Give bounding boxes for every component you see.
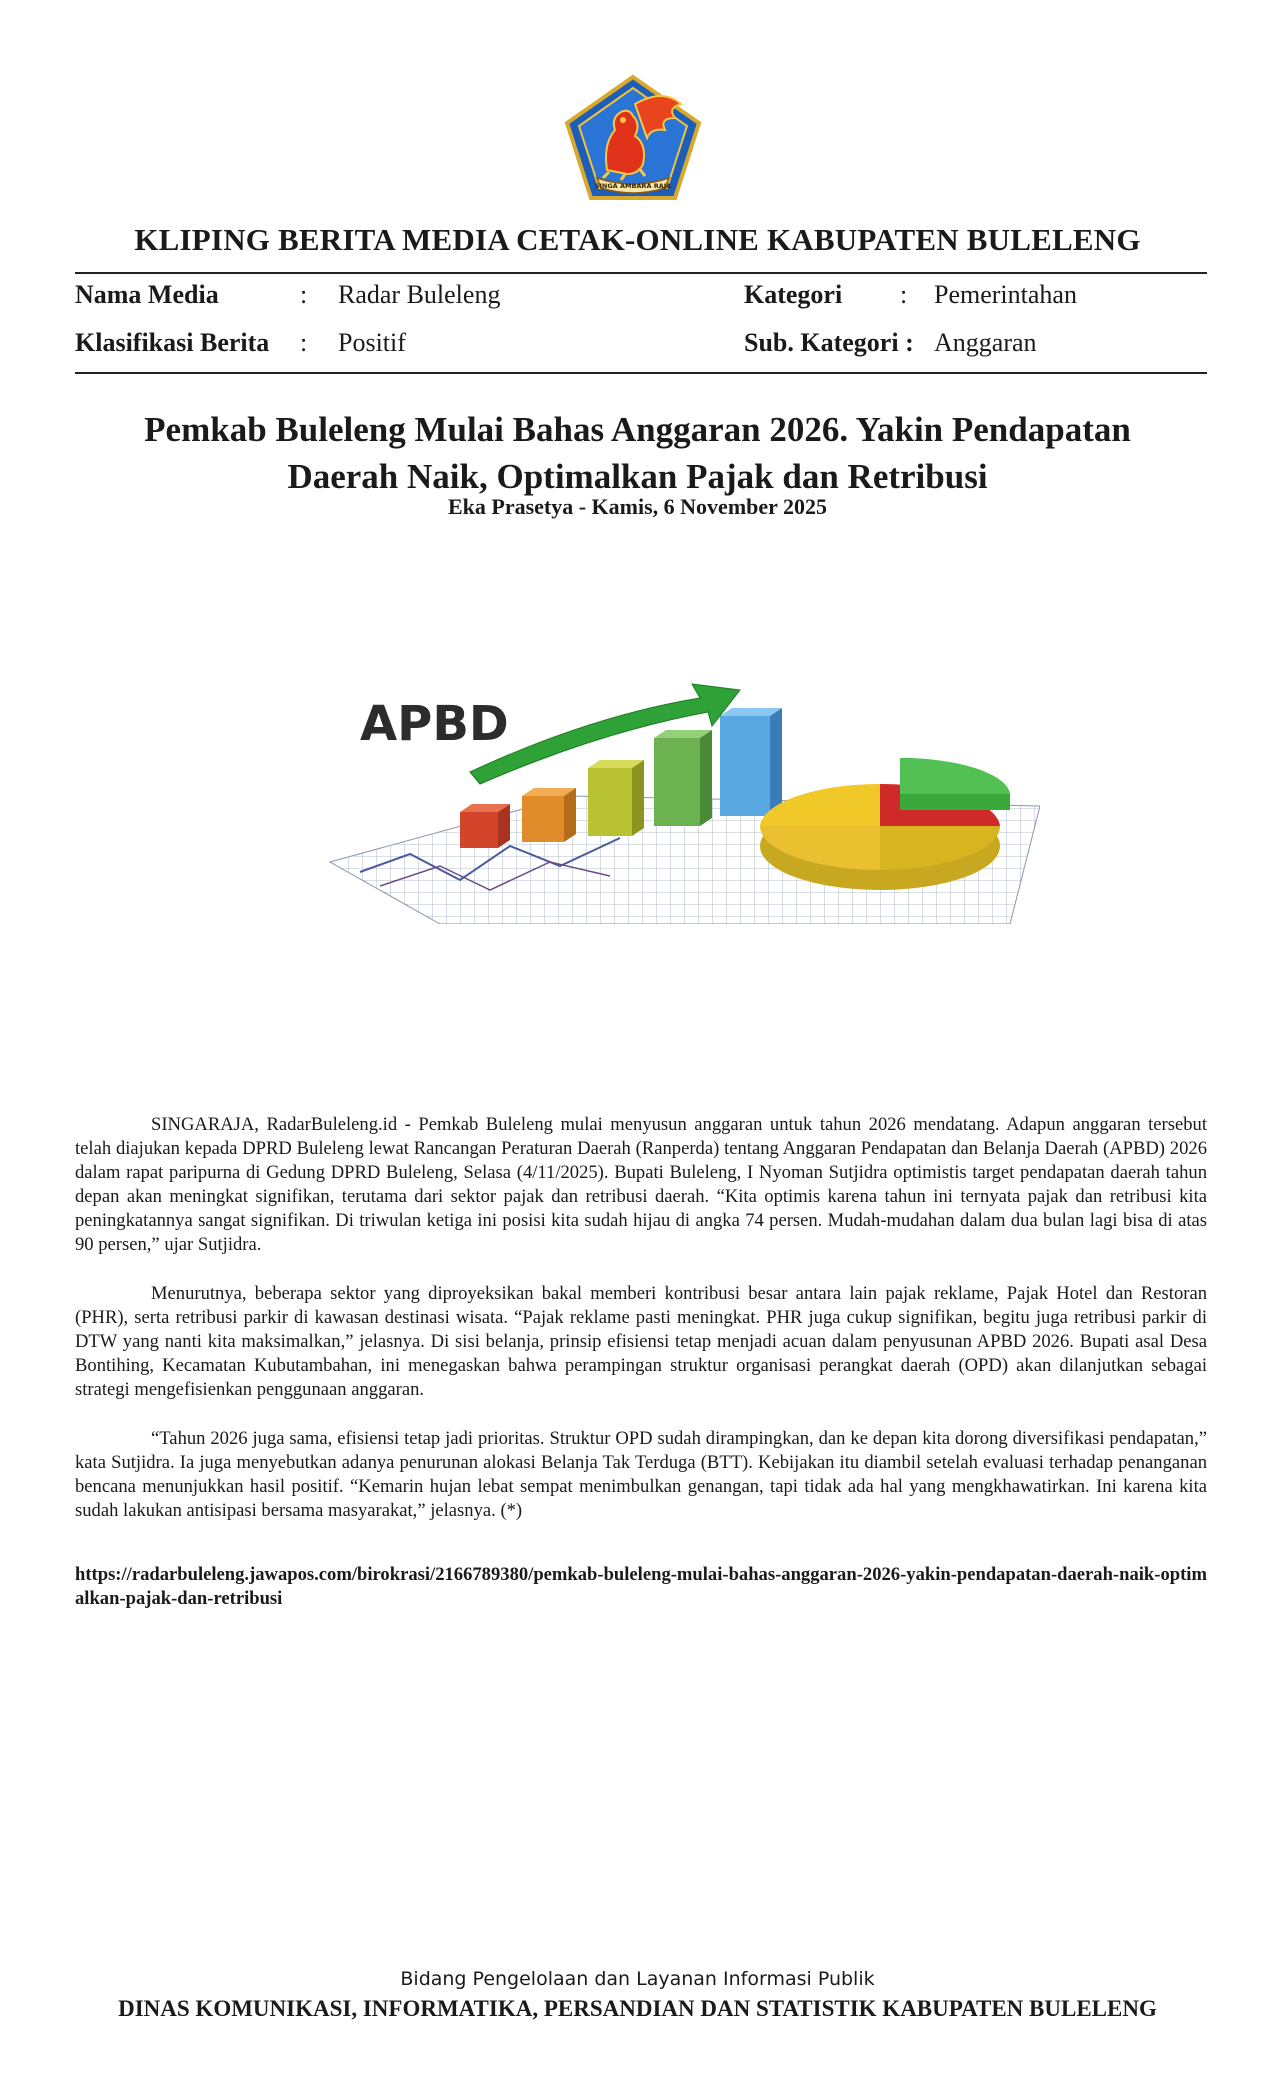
pie-chart: [760, 758, 1010, 890]
paragraph-3: “Tahun 2026 juga sama, efisiensi tetap jadi prioritas. Struktur OPD sudah dirampingkan, dan ke depan kita dorong diversifikasi pendapatan,” kata Sutjidra. Ia juga menyebutkan adanya penurunan alokasi Belanja Tak Terduga (BTT). Kebijakan itu diambil setelah evaluasi terhadap penanganan bencana menunjukkan hasil positif. “Kemarin hujan lebat sempat menimbulkan genangan, tapi tidak ada hal yang mengkhawatirkan. Ini karena kita sudah lakukan antisipasi bersama masyarakat,” jelasnya. (*): [75, 1428, 1207, 1521]
klasifikasi-value: Positif: [338, 328, 406, 357]
buleleng-logo: [563, 74, 703, 202]
nama-media-value: Radar Buleleng: [338, 280, 501, 309]
apbd-image-label: APBD: [360, 696, 509, 752]
paragraph-2: Menurutnya, beberapa sektor yang diproyeksikan bakal memberi kontribusi besar antara lain pajak reklame, Pajak Hotel dan Restoran (PHR), serta retribusi parkir di kawasan destinasi wisata. “Pajak reklame pasti meningkat. PHR juga cukup signifikan, begitu juga retribusi parkir di DTW yang nanti kita maksimalkan,” jelasnya. Di sisi belanja, prinsip efisiensi tetap menjadi acuan dalam penyusunan APBD 2026. Bupati asal Desa Bontihing, Kecamatan Kubutambahan, ini menegaskan bahwa perampingan struktur organisasi perangkat daerah (OPD) akan dilanjutkan sebagai strategi mengefisienkan penggunaan anggaran.: [75, 1283, 1207, 1400]
headline-line-1: Pemkab Buleleng Mulai Bahas Anggaran 2026. Yakin Pendapatan: [144, 410, 1131, 449]
header-rule-top: [75, 272, 1207, 274]
kategori-separator: :: [900, 280, 908, 309]
paragraph-1: SINGARAJA, RadarBuleleng.id - Pemkab Buleleng mulai menyusun anggaran untuk tahun 2026 mendatang. Adapun anggaran tersebut telah diajukan kepada DPRD Buleleng lewat Rancangan Peraturan Daerah (Ranperda) tentang Anggaran Pendapatan dan Belanja Daerah (APBD) 2026 dalam rapat paripurna di Gedung DPRD Buleleng, Selasa (4/11/2025). Bupati Buleleng, I Nyoman Sutjidra optimistis target pendapatan daerah tahun depan akan meningkat signifikan, terutama dari sektor pajak dan retribusi daerah. “Kita optimis karena tahun ini ternyata pajak dan retribusi kita peningkatannya sangat signifikan. Di triwulan ketiga ini posisi kita sudah hijau di angka 74 persen. Mudah-mudahan dalam dua bulan lagi bisa di atas 90 persen,” ujar Sutjidra.: [75, 1114, 1207, 1255]
bar-orange: [522, 788, 576, 842]
bar-yellow-green: [588, 760, 644, 836]
footer-agency: DINAS KOMUNIKASI, INFORMATIKA, PERSANDIAN DAN STATISTIK KABUPATEN BULELENG: [118, 1996, 1157, 2021]
nama-media-separator: :: [300, 280, 308, 309]
bar-red: [460, 804, 510, 848]
kategori-value: Pemerintahan: [934, 280, 1077, 309]
bar-green: [654, 730, 712, 826]
logo-banner-text: SINGA AMBARA RAJA: [594, 182, 672, 190]
apbd-illustration: [320, 676, 1040, 924]
headline-line-2: Daerah Naik, Optimalkan Pajak dan Retribusi: [287, 457, 988, 496]
article-body: [75, 1113, 1207, 1548]
klasifikasi-label: Klasifikasi Berita: [75, 328, 270, 357]
bar-blue: [720, 708, 782, 816]
klasifikasi-separator: :: [300, 328, 308, 357]
kategori-label: Kategori: [744, 280, 843, 309]
article-byline: Eka Prasetya - Kamis, 6 November 2025: [447, 494, 828, 519]
sub-kategori-value: Anggaran: [934, 328, 1037, 357]
sub-kategori-label: Sub. Kategori :: [744, 328, 914, 357]
article-headline: [60, 406, 1215, 500]
footer-division: Bidang Pengelolaan dan Layanan Informasi Publik: [400, 1968, 875, 1990]
source-url[interactable]: https://radarbuleleng.jawapos.com/birokrasi/2166789380/pemkab-buleleng-mulai-bahas-anggaran-2026-yakin-pendapatan-daerah-naik-optimalkan-pajak-dan-retribusi: [75, 1564, 1207, 1609]
document-title: KLIPING BERITA MEDIA CETAK-ONLINE KABUPATEN BULELENG: [134, 222, 1141, 257]
nama-media-label: Nama Media: [75, 280, 219, 309]
header-rule-bottom: [75, 372, 1207, 374]
